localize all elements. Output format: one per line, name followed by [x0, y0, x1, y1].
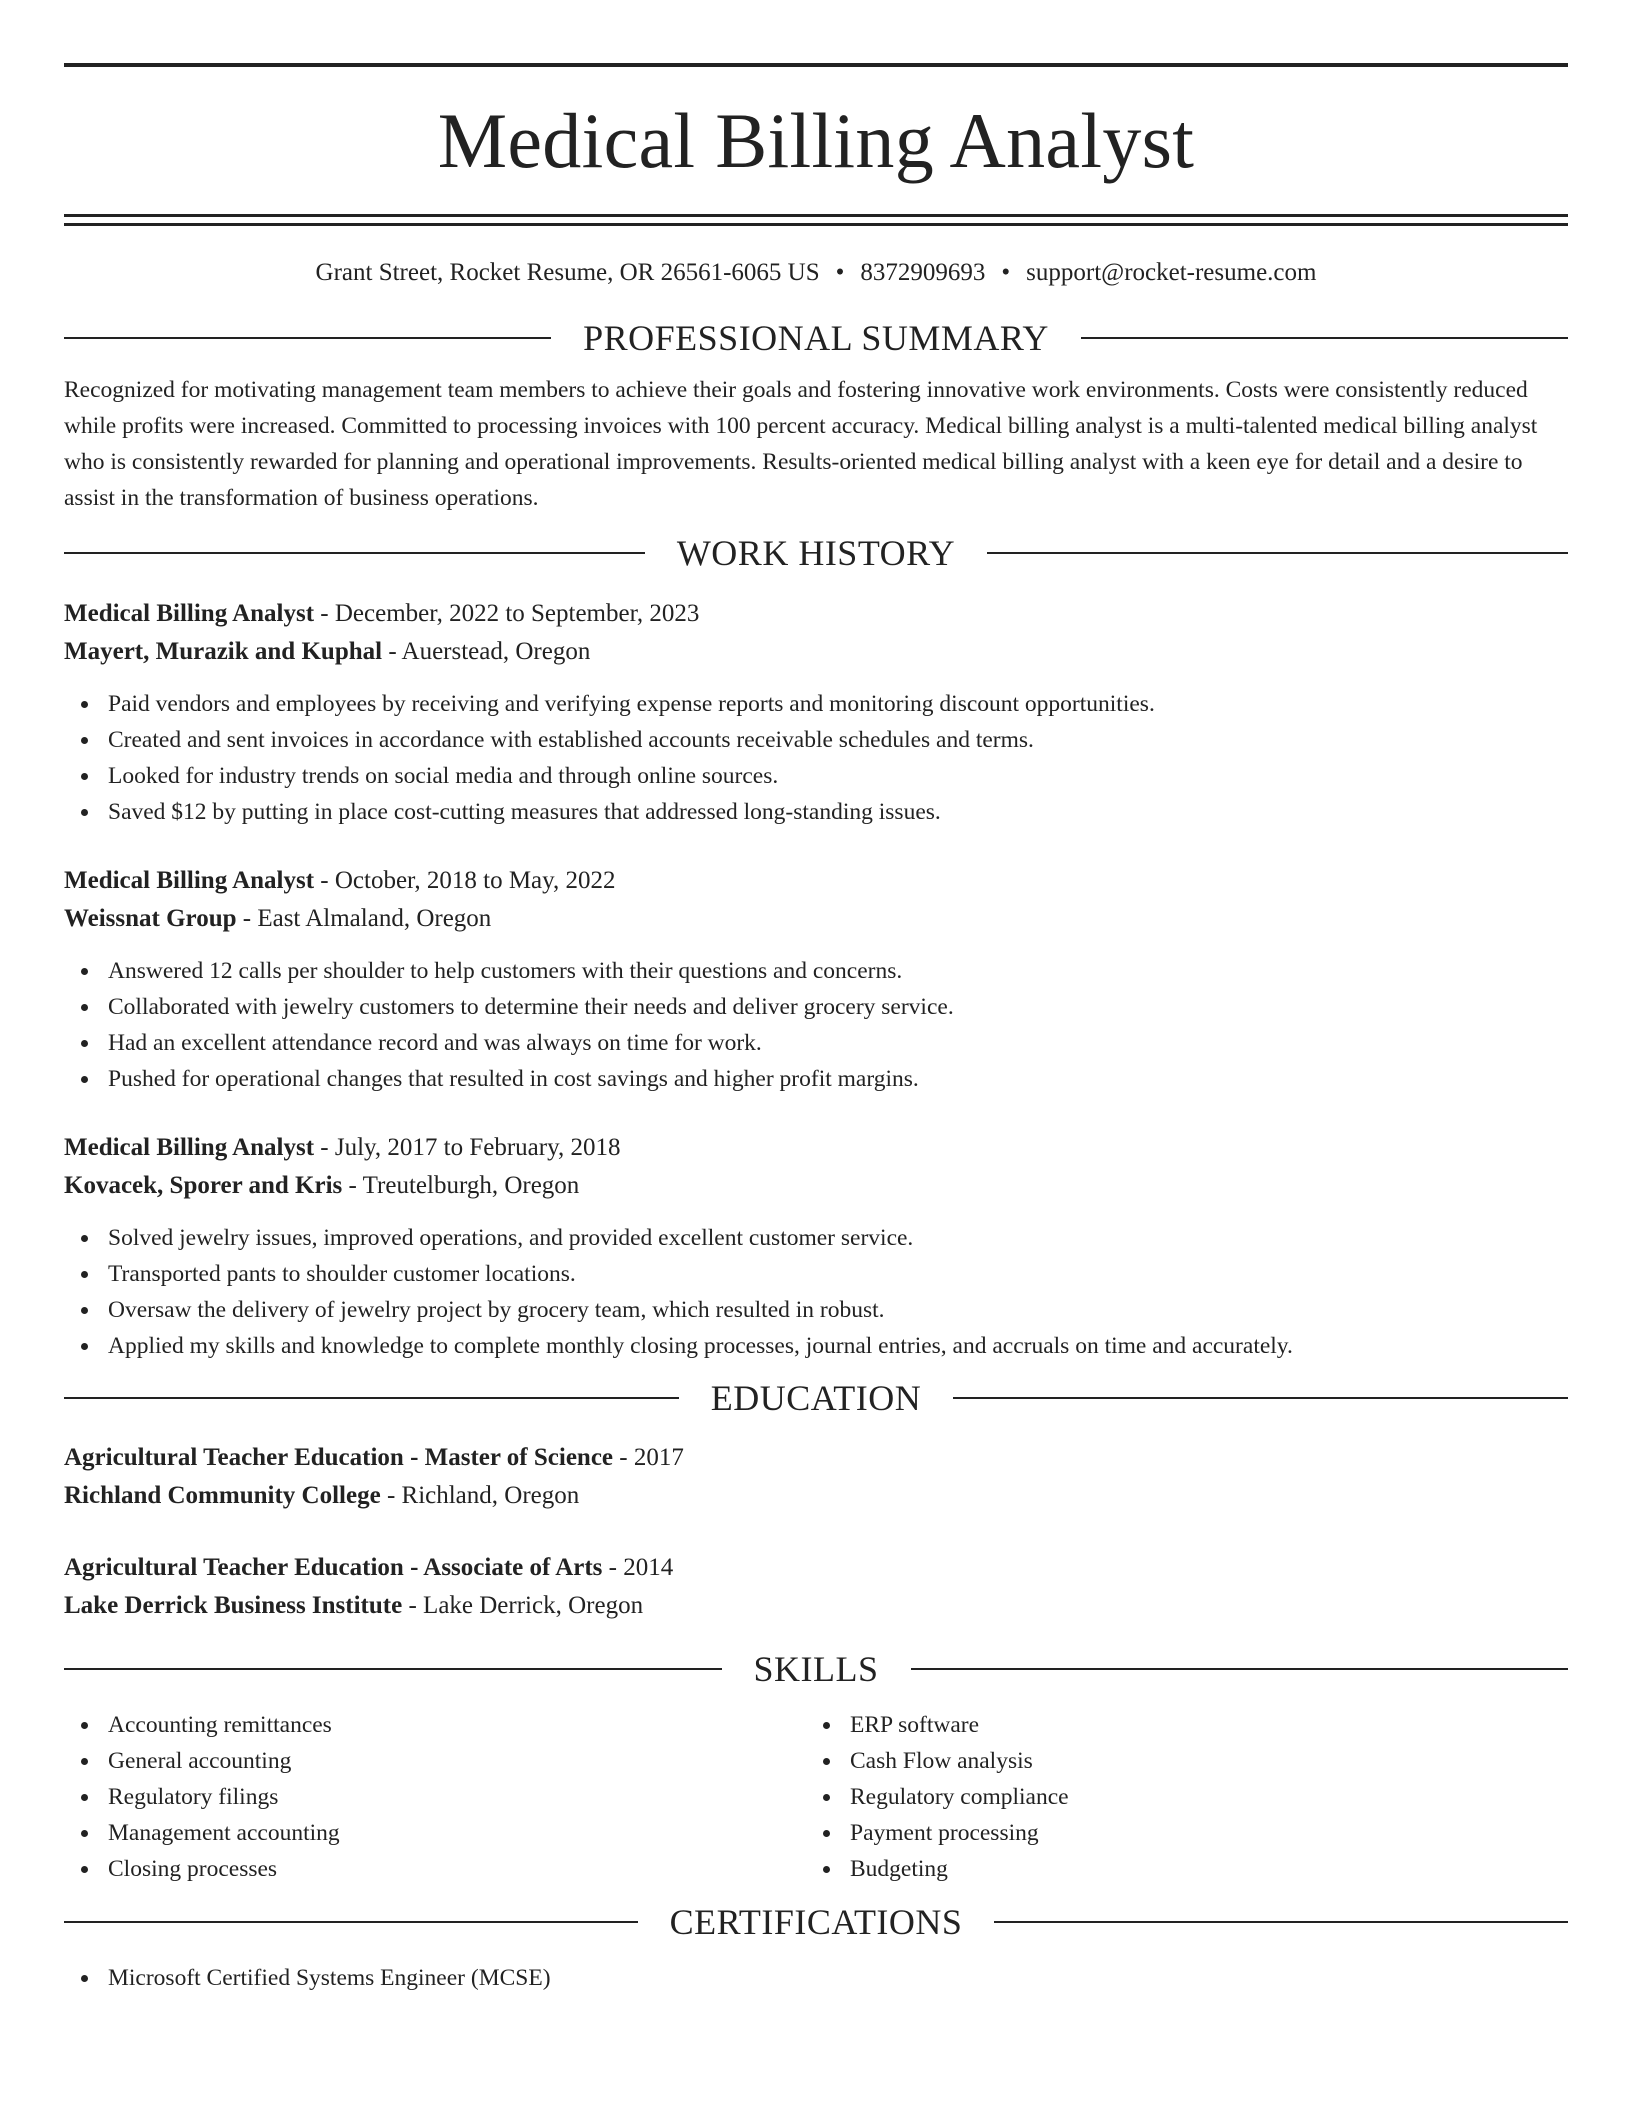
job-dates: - July, 2017 to February, 2018 — [314, 1134, 621, 1161]
contact-email: support@rocket-resume.com — [1026, 259, 1317, 286]
section-heading-summary — [64, 316, 1568, 360]
job-entry — [64, 595, 1568, 830]
job-location: - Auerstead, Oregon — [382, 638, 591, 665]
title-rule-upper — [64, 214, 1568, 217]
contact-separator: • — [835, 259, 845, 286]
job-bullet: Saved $12 by putting in place cost-cutting measures that addressed long-standing issues. — [64, 794, 1568, 830]
job-bullet: Solved jewelry issues, improved operations, and provided excellent customer service. — [64, 1220, 1568, 1256]
job-bullet: Created and sent invoices in accordance with established accounts receivable schedules and terms. — [64, 722, 1568, 758]
heading-rule-left — [64, 1668, 722, 1670]
job-bullet: Transported pants to shoulder customer locations. — [64, 1256, 1568, 1292]
heading-rule-right — [953, 1397, 1568, 1399]
skills-column-right — [806, 1707, 1548, 1887]
school: Lake Derrick Business Institute — [64, 1592, 403, 1619]
heading-rule-right — [911, 1668, 1569, 1670]
heading-rule-left — [64, 337, 551, 339]
job-bullet: Paid vendors and employees by receiving and verifying expense reports and monitoring discount opportunities. — [64, 686, 1568, 722]
certifications-list — [64, 1960, 1568, 1996]
job-bullet: Had an excellent attendance record and was always on time for work. — [64, 1025, 1568, 1061]
job-company-line — [64, 633, 1568, 671]
contact-separator: • — [1001, 259, 1011, 286]
education-entry — [64, 1439, 1568, 1515]
contact-line — [64, 258, 1568, 288]
top-rule — [64, 63, 1568, 67]
degree-line — [64, 1439, 1568, 1477]
heading-rule-left — [64, 552, 645, 554]
job-dates: - October, 2018 to May, 2022 — [314, 867, 616, 894]
job-dates: - December, 2022 to September, 2023 — [314, 600, 700, 627]
school-line — [64, 1587, 1568, 1625]
skill-item: Regulatory compliance — [806, 1779, 1548, 1815]
skill-item: General accounting — [64, 1743, 806, 1779]
job-title: Medical Billing Analyst — [64, 600, 315, 627]
job-company-line — [64, 900, 1568, 938]
job-company: Mayert, Murazik and Kuphal — [64, 638, 383, 665]
job-bullet: Oversaw the delivery of jewelry project by grocery team, which resulted in robust. — [64, 1292, 1568, 1328]
degree: Agricultural Teacher Education - Master of Science — [64, 1444, 614, 1471]
certification-item: Microsoft Certified Systems Engineer (MCSE) — [64, 1960, 1568, 1996]
job-title-line — [64, 1129, 1568, 1167]
section-title: WORK HISTORY — [676, 533, 956, 573]
job-bullet: Collaborated with jewelry customers to determine their needs and deliver grocery service. — [64, 989, 1568, 1025]
section-heading-education — [64, 1376, 1568, 1420]
resume-page — [64, 63, 1568, 1996]
skill-item: Cash Flow analysis — [806, 1743, 1548, 1779]
skill-item: Regulatory filings — [64, 1779, 806, 1815]
skill-item: Payment processing — [806, 1815, 1548, 1851]
degree-year: - 2014 — [602, 1554, 674, 1581]
skill-item: Budgeting — [806, 1851, 1548, 1887]
degree-year: - 2017 — [613, 1444, 684, 1471]
skills-column-left — [64, 1707, 806, 1887]
job-bullet: Answered 12 calls per shoulder to help customers with their questions and concerns. — [64, 953, 1568, 989]
school: Richland Community College — [64, 1482, 381, 1509]
job-location: - East Almaland, Oregon — [236, 905, 492, 932]
school-line — [64, 1477, 1568, 1515]
education-entry — [64, 1549, 1568, 1625]
job-title: Medical Billing Analyst — [64, 1134, 315, 1161]
job-title-line — [64, 595, 1568, 633]
skill-item: ERP software — [806, 1707, 1548, 1743]
section-heading-certifications — [64, 1900, 1568, 1944]
degree: Agricultural Teacher Education - Associate of Arts — [64, 1554, 603, 1581]
skill-item: Accounting remittances — [64, 1707, 806, 1743]
job-company: Weissnat Group — [64, 905, 237, 932]
job-bullets — [64, 1220, 1568, 1364]
school-location: - Lake Derrick, Oregon — [402, 1592, 644, 1619]
section-title: EDUCATION — [710, 1378, 922, 1418]
heading-rule-right — [994, 1921, 1568, 1923]
heading-rule-right — [1081, 337, 1568, 339]
job-bullet: Looked for industry trends on social media and through online sources. — [64, 758, 1568, 794]
title-rule-lower — [64, 223, 1568, 226]
job-entry — [64, 862, 1568, 1097]
job-entry — [64, 1129, 1568, 1364]
resume-title: Medical Billing Analyst — [437, 97, 1195, 184]
job-location: - Treutelburgh, Oregon — [342, 1172, 580, 1199]
skill-item: Closing processes — [64, 1851, 806, 1887]
heading-rule-right — [987, 552, 1568, 554]
degree-line — [64, 1549, 1568, 1587]
job-title-line — [64, 862, 1568, 900]
section-heading-work-history — [64, 531, 1568, 575]
contact-phone: 8372909693 — [860, 259, 986, 286]
contact-address: Grant Street, Rocket Resume, OR 26561-6065 US — [315, 259, 820, 286]
job-bullets — [64, 686, 1568, 830]
section-heading-skills — [64, 1647, 1568, 1691]
job-title: Medical Billing Analyst — [64, 867, 315, 894]
heading-rule-left — [64, 1921, 638, 1923]
section-title: SKILLS — [753, 1649, 879, 1689]
summary-text: Recognized for motivating management team members to achieve their goals and fostering innovative work environments. Costs were consistently reduced while profits were increased. Committed to processing invoices with 100 percent accuracy. Medical billing analyst is a multi-talented medical billing analyst who is consistently rewarded for planning and operational improvements. Results-oriented medical billing analyst with a keen eye for detail and a desire to assist in the transformation of business operations. — [64, 377, 1538, 511]
job-bullets — [64, 953, 1568, 1097]
section-title: CERTIFICATIONS — [669, 1902, 963, 1942]
skill-item: Management accounting — [64, 1815, 806, 1851]
school-location: - Richland, Oregon — [380, 1482, 580, 1509]
heading-rule-left — [64, 1397, 679, 1399]
job-bullet: Pushed for operational changes that resulted in cost savings and higher profit margins. — [64, 1061, 1568, 1097]
section-title: PROFESSIONAL SUMMARY — [583, 318, 1049, 358]
job-company-line — [64, 1167, 1568, 1205]
job-company: Kovacek, Sporer and Kris — [64, 1172, 343, 1199]
skills-grid — [64, 1707, 1568, 1887]
job-bullet: Applied my skills and knowledge to complete monthly closing processes, journal entries, and accruals on time and accurately. — [64, 1328, 1568, 1364]
